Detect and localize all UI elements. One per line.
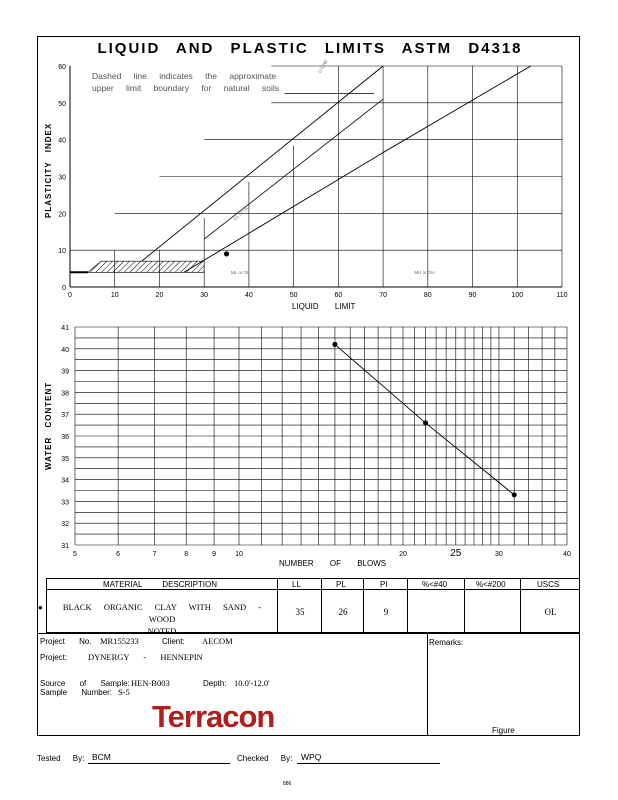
u-line-series [142,66,384,261]
x-tick-label: 40 [563,551,571,558]
depth-value: 10.0'-12.0' [234,678,270,688]
x-tick-label: 5 [73,551,77,558]
x-tick-label: 0 [68,292,72,299]
th-material: MATERIAL DESCRIPTION [103,580,218,589]
project-label: Project: [40,653,68,662]
x-tick-label: 8 [184,551,189,558]
y-tick-label: 0 [62,285,66,292]
flow-curve-chart [0,315,618,575]
y-tick-label: 41 [61,325,69,332]
x-tick-label: 30 [495,551,503,558]
checked-value: WPQ [301,752,322,762]
y-tick-label: 40 [58,137,66,145]
tested-label: Tested By: [37,754,85,763]
page-title: LIQUID AND PLASTIC LIMITS ASTM D4318 [97,40,523,57]
th-pl: PL [336,580,346,589]
y-tick-label: 60 [58,64,66,71]
pl-value: 26 [338,607,348,617]
sample-value: S-5 [118,687,130,697]
pi-value: 9 [383,607,389,617]
client-value: AECOM [202,636,233,646]
cl-ol-label: CL or OL [232,205,249,222]
tested-line [88,763,230,764]
x-tick-label: 30 [200,292,209,299]
source-label: Source of Sample: [40,679,130,688]
x-tick-label: 60 [334,292,343,299]
th-p200: %<#200 [476,580,506,589]
x-tick-label: 40 [245,292,253,299]
th-pi: PI [380,580,388,589]
material-description [48,601,276,637]
y-tick-label: 50 [58,100,66,108]
th-p40: %<#40 [422,580,448,589]
source-value: HEN-B003 [131,678,170,688]
figure-label: Figure [492,726,515,735]
sample-label: Sample Number: [40,688,113,697]
y-tick-label: 31 [61,543,69,550]
ll-value: 35 [295,607,305,617]
flow-x-label: NUMBER OF BLOWS [279,559,387,568]
tested-value: BCM [92,752,111,762]
plasticity-x-label: LIQUID LIMIT [292,302,356,311]
terracon-logo [148,700,318,734]
x-tick-label: 80 [423,292,432,299]
flow-point [423,420,428,425]
project-no-label: Project No. [40,637,92,646]
x-tick-label: 110 [556,292,568,299]
x-tick-label: 20 [155,292,164,299]
x-tick-label: 90 [468,292,477,299]
ml-ol-label: ML or OL [231,270,250,276]
depth-label: Depth: [203,679,227,688]
x-tick-label: 20 [399,551,407,558]
x-tick-label: 25 [450,548,462,559]
y-tick-label: 32 [61,521,69,529]
x-tick-label: 10 [235,551,243,558]
flow-point [332,342,337,347]
flow-y-label: WATER CONTENT [44,381,53,470]
x-tick-label: 6 [116,551,121,558]
note-line-1: Dashed line indicates the approximate [92,71,277,81]
remarks-box [427,633,580,736]
y-tick-label: 37 [61,412,69,420]
checked-label: Checked By: [237,754,293,763]
page-number: 886 [283,781,292,787]
x-tick-label: 70 [379,292,387,299]
a-line-series [184,153,383,276]
ch-oh-label: CH or OH [427,73,448,79]
material-line-2: NOTED [147,626,177,636]
x-tick-label: 50 [289,292,298,299]
material-line-1: BLACK ORGANIC CLAY WITH SAND - WOOD [62,602,262,624]
y-tick-label: 39 [61,368,69,376]
flow-point [512,492,517,497]
project-value: DYNERGY - HENNEPIN [88,652,203,662]
plasticity-chart [0,0,618,320]
y-tick-label: 35 [61,455,69,463]
note-line-2: upper limit boundary for natural soils [92,83,280,93]
y-tick-label: 33 [61,499,69,507]
x-tick-label: 7 [152,551,157,558]
row-marker: ● [38,603,43,612]
remarks-label: Remarks: [429,638,464,647]
y-tick-label: 10 [58,248,66,256]
mh-oh-label: MH or OH [414,270,435,276]
x-tick-label: 9 [212,551,217,558]
y-tick-label: 34 [61,477,69,485]
client-label: Client: [162,637,185,646]
y-tick-label: 30 [58,174,66,182]
y-tick-label: 20 [58,211,66,219]
y-tick-label: 38 [61,390,69,398]
flow-curve-line [335,344,514,494]
checked-line [297,763,440,764]
y-tick-label: 40 [61,346,69,354]
sample-point [224,251,229,256]
x-tick-label: 100 [511,292,524,299]
project-no: MR155233 [100,636,139,646]
th-uscs: USCS [537,580,560,589]
y-tick-label: 36 [61,434,69,441]
th-ll: LL [292,580,301,589]
svg-text:Terracon: Terracon [152,700,275,734]
u-line-label: U-LINE [317,58,329,74]
plasticity-y-label: PLASTICITY INDEX [44,122,53,218]
x-tick-label: 10 [110,292,119,299]
uscs-value: OL [544,607,557,617]
